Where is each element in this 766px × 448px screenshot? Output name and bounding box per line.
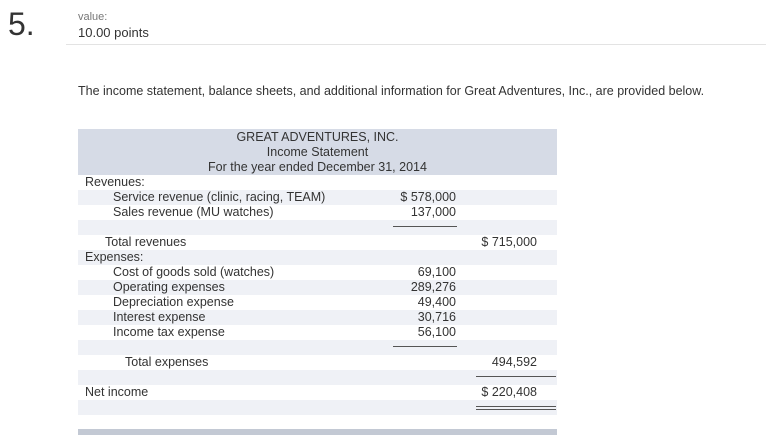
points-value: 10.00 points — [78, 25, 149, 40]
row-band — [78, 220, 557, 235]
double-rule-bottom — [476, 409, 556, 410]
statement-period: For the year ended December 31, 2014 — [208, 160, 427, 174]
row-band — [78, 370, 557, 385]
subtotal-rule — [393, 346, 457, 347]
statement-header — [78, 129, 557, 175]
expense-line-amount: 69,100 — [417, 265, 456, 279]
statement-footer-bar — [78, 429, 557, 435]
revenues-heading: Revenues: — [85, 175, 145, 189]
expense-line-amount: 49,400 — [417, 295, 456, 309]
row-band — [78, 400, 557, 415]
income-statement — [78, 129, 557, 435]
revenue-line-label: Service revenue (clinic, racing, TEAM) — [113, 190, 326, 204]
revenue-line-label: Sales revenue (MU watches) — [113, 205, 274, 219]
row-band — [78, 340, 557, 355]
expense-line-amount: 56,100 — [417, 325, 456, 339]
value-label: value: — [78, 11, 108, 23]
total-revenues-amount: $ 715,000 — [481, 235, 537, 249]
expense-line-label: Depreciation expense — [113, 295, 234, 309]
expense-line-amount: 30,716 — [417, 310, 456, 324]
total-revenues-label: Total revenues — [105, 235, 187, 249]
total-rule — [476, 376, 556, 377]
company-name: GREAT ADVENTURES, INC. — [236, 130, 399, 144]
question-number: 5. — [8, 6, 35, 42]
total-expenses-amount: 494,592 — [491, 355, 537, 369]
expense-line-label: Cost of goods sold (watches) — [113, 265, 275, 279]
row-band — [78, 250, 557, 265]
revenue-line-amount: 137,000 — [410, 205, 456, 219]
net-income-amount: $ 220,408 — [481, 385, 537, 399]
header-divider — [66, 44, 766, 45]
expense-line-label: Interest expense — [113, 310, 206, 324]
subtotal-rule — [393, 226, 457, 227]
expense-line-label: Operating expenses — [113, 280, 225, 294]
double-rule-top — [476, 406, 556, 407]
net-income-label: Net income — [85, 385, 149, 399]
revenue-line-amount: $ 578,000 — [400, 190, 456, 204]
expense-line-label: Income tax expense — [113, 325, 225, 339]
statement-title: Income Statement — [266, 145, 369, 159]
expenses-heading: Expenses: — [85, 250, 144, 264]
expense-line-amount: 289,276 — [410, 280, 456, 294]
question-intro: The income statement, balance sheets, and additional information for Great Adventures, Inc., are provided below. — [78, 84, 705, 98]
total-expenses-label: Total expenses — [125, 355, 209, 369]
